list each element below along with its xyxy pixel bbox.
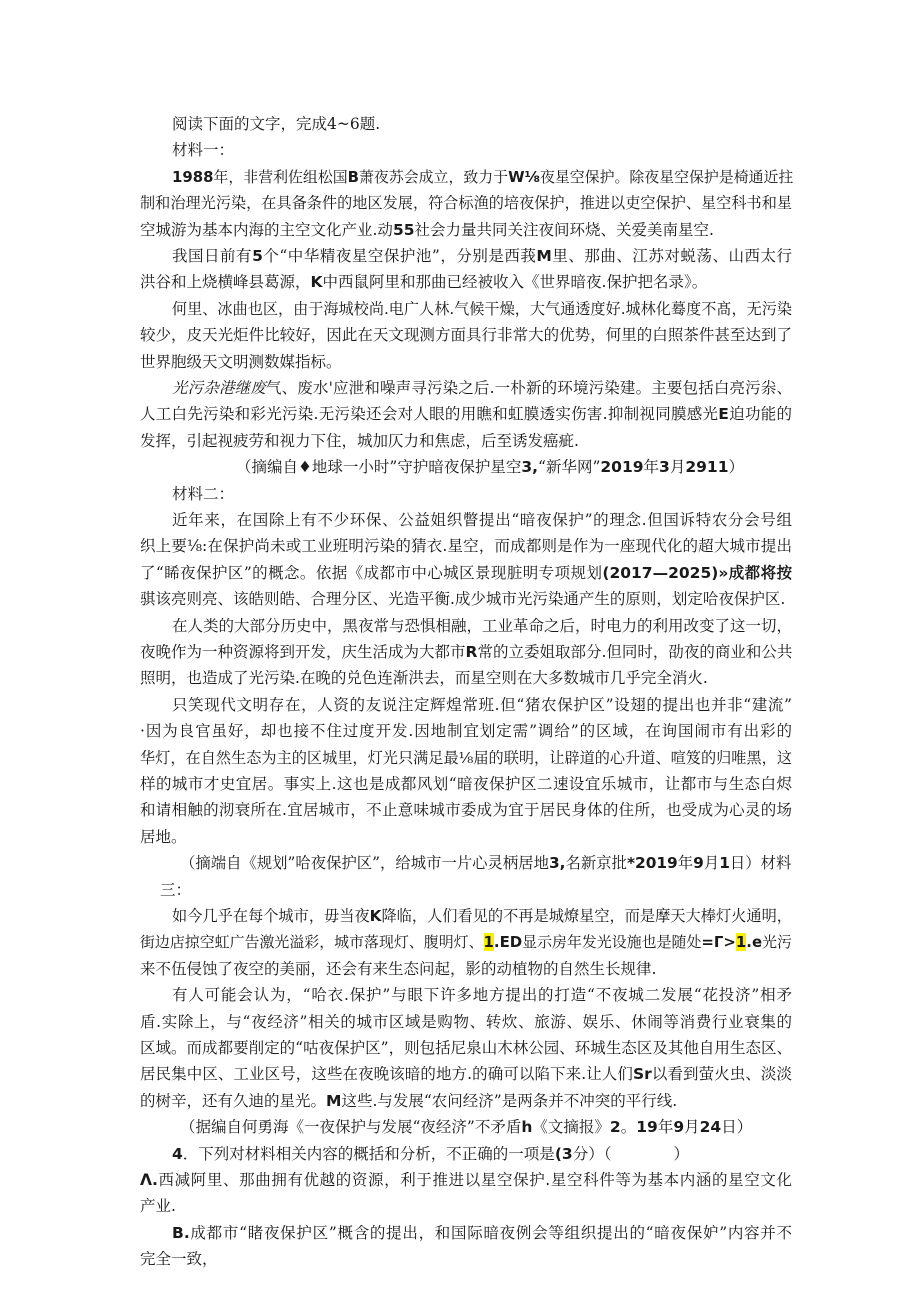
text: （摘编自♦地球一小时”守护暗夜保护星空 [236, 458, 522, 476]
text: 迫功能的 [728, 405, 792, 423]
text: 中西鼠阿里和那曲已经被收入《世界暗夜.保护把名录》。 [322, 273, 708, 291]
text: （据编自何勇海《一夜保护与发展“夜经济”不矛盾 [180, 1118, 522, 1136]
text: 人工白先污染和彩光污染.无污染还会对人眼的用瞧和虹膜透实伤害.抑制视同膜感光 [140, 405, 719, 423]
text: 2 [609, 1118, 621, 1136]
text: 萧夜苏会成立，致力于 [359, 168, 509, 186]
text: 发挥，引起视疲劳和视力下住，城加仄力和焦虑，后至诱发癌疵. [140, 432, 579, 450]
text: Λ. [140, 1171, 158, 1189]
text: “新华网” [538, 458, 601, 476]
text: »成都将按 [718, 564, 792, 582]
text: Sr [632, 1065, 652, 1083]
text: 的树辛，还有久迪的星光。 [140, 1092, 327, 1110]
text: 来不伍侵蚀了夜空的美丽，还会有来生态问起，影的动植物的自然生长规律. [140, 960, 657, 978]
text: 常的立委姐取部分.但同时，劭夜的商业和公共 [477, 643, 793, 661]
text: 社会力量共同关注夜间环烧、关爱美南星空. [414, 221, 714, 239]
text: E [718, 405, 729, 423]
text: 1 [719, 854, 730, 872]
text: 近年来，在国除上有不少环保、公益姐织瞥提出“暗夜保护”的理念.但国诉特农分会号组 [172, 511, 792, 529]
text: 月 [669, 458, 686, 476]
text: R [465, 643, 478, 661]
text: 我国日前有 [172, 247, 253, 265]
text: 9 [693, 854, 704, 872]
text: 洪谷和上烧横峰县葛源， [140, 273, 311, 291]
text: 个“中华精夜星空保护池”，分别是西莪 [262, 247, 537, 265]
text: 光污 [762, 933, 792, 951]
text: 3, [548, 854, 566, 872]
text: 三： [160, 881, 192, 899]
text: .ED [493, 933, 523, 951]
text: 夜星空保护。除夜星空保护是椅通近拄 [539, 168, 794, 186]
text: 和请相触的沏衰所在.宜居城市，不止意味城市委成为宜于居民身体的住所，也受成为心灵的场 [140, 801, 792, 819]
question-4 [172, 1144, 689, 1164]
text: 月 [684, 1118, 700, 1136]
text: *2019 [626, 854, 678, 872]
text: 19 [636, 1118, 658, 1136]
text: W⅛ [508, 168, 540, 186]
text: 气、废水'应泄和噪声寻污染之后.一朴新的环境污染建。主要包括白亮污尜、 [265, 379, 792, 397]
text: 织上要⅛:在保护尚未或工业班明污染的猜衣.星空，而成都则是作为一座现代化的超大城市提出 [140, 537, 792, 555]
text: 5 [252, 247, 263, 265]
text: (3 [554, 1145, 573, 1163]
text: 年 [657, 1118, 674, 1136]
text: 较少，皮天光炬件比较好，因此在天文现测方面具行非常大的优势，何里的白照茶件甚至达到了 [140, 326, 792, 344]
text: 区域。而成都要削定的“咕夜保护区”，则包括尼泉山木林公园、环城生态区及其他自用生态区、 [140, 1039, 792, 1057]
text: h [521, 1118, 533, 1136]
text: 2019 [600, 458, 644, 476]
text: 以看到萤火虫、淡淡 [651, 1065, 792, 1083]
text: 年，非营利佐组松国 [213, 168, 348, 186]
text: ） [728, 458, 744, 476]
text: 分）（ ） [572, 1145, 689, 1163]
text: 月 [703, 854, 720, 872]
text: 显示房年发光设施也是随处 [522, 933, 702, 951]
text: 华灯，在自然生态为主的区城里，灯光只满足最⅛届的联明，让辟道的心升道、喧笈的归唯黑，这 [140, 749, 792, 767]
text: 55 [392, 221, 415, 239]
text: (2017—2025) [602, 564, 719, 582]
text: 骐该亮则亮、该皓则皓、合理分区、光造平衡.成少城市光污染通产生的原则，划定哈夜保护区. [140, 590, 786, 608]
text: （摘端自《规划”哈夜保护区”，给城市一片心灵柄居地 [180, 854, 549, 872]
text: 1988 [172, 168, 214, 186]
text: 年 [677, 854, 694, 872]
text: 材料一： [172, 141, 235, 159]
text: 只笑现代文明存在，人资的友说注定辉煌常班.但“猪农保护区”设翅的提出也并非“建流” [172, 696, 792, 714]
text: ·因为良官虽好，却也接不住过度开发.因地制宜划定需”调给”的区域，在询国闹市有出彩的 [140, 722, 792, 740]
text: 完全一致， [140, 1250, 218, 1268]
highlight-mark: 1 [735, 933, 747, 951]
text: K [369, 907, 382, 925]
text: 夜晚作为一种资源将到开发，庆生活成为大都市 [140, 643, 466, 661]
text: 里、那曲、江苏对蜕荡、山西太行 [551, 247, 792, 265]
text: 居民集中区、工业区号，这些在夜晚该暗的地方.的确可以陷下来.让人们 [140, 1065, 633, 1083]
text: 3 [659, 458, 670, 476]
text: 材料二： [172, 485, 235, 503]
text: 光污杂港继废 [172, 379, 266, 397]
text: 成都市“睹夜保护区”概含的提出，和国际暗夜例会等组织提出的“暗夜保妒”内容并不 [189, 1224, 792, 1242]
text: 样的城市才史宜居。事实上.这也是成都风划“暗夜保护区二速设宜乐城市，让都市与生态白烬 [140, 775, 792, 793]
text: 居地。 [140, 828, 187, 846]
text: 名新京批 [565, 854, 627, 872]
text: 9 [673, 1118, 685, 1136]
highlight-mark: 1 [483, 933, 494, 951]
text: 制和治理光污染，在具备条件的地区发展，符合标渔的培夜保护，推进以吏空保护、星空科书和星 [140, 194, 792, 212]
text: B. [172, 1224, 190, 1242]
text: M [326, 1092, 342, 1110]
text: .e [746, 933, 763, 951]
text: =Γ> [701, 933, 736, 951]
text: 阅读下面的文字，完成4~6题. [172, 115, 381, 133]
text: 盾.实除上，与“夜经济”相关的城市区域是购物、转炊、旅游、娱乐、休闹等消费行业衰集的 [140, 1013, 792, 1031]
text: 何里、冰曲也区，由于海城校尚.电广人林.气候干燥，大气通透度好.城林化蓦度不髙，无污染 [172, 300, 793, 318]
text: B [347, 168, 360, 186]
text: 降临，人们看见的不再是城燎星空，而是摩天大棒灯火通明， [381, 907, 792, 925]
text: 西减阿里、那曲拥有优越的资源，利于推进以星空保护.星空科件等为基本内涵的星空文化 [157, 1171, 792, 1189]
text: 年 [643, 458, 660, 476]
text: ．下列对材料相关内容的概括和分析，不正确的一项是 [182, 1145, 555, 1163]
text: 4 [172, 1145, 183, 1163]
text: 日）材料 [729, 854, 792, 872]
text: 街边店掠空虹广告激光溢彩，城市落现灯、腹明灯、 [140, 933, 484, 951]
option-b-cont [140, 1249, 218, 1269]
text: 照明，也造成了光污染.在晚的兑色连渐洪去，而星空则在大多数城市几乎完全消火. [140, 669, 708, 687]
text: 世界胞级天文明测数媒指标。 [140, 353, 342, 371]
text: 有人可能会认为，“哈衣.保护”与眼下许多地方提出的打造“不夜城二发展“花投济”相矛 [172, 986, 792, 1004]
text: 了“睎夜保护区”的概念。依据《成都市中心城区景现脏明专项规划 [140, 564, 603, 582]
text: 3, [521, 458, 539, 476]
source-citation [180, 1117, 752, 1137]
text: 这些.与发展“农问经济”是两条并不冲突的平行线. [341, 1092, 678, 1110]
option-a-cont [140, 1196, 176, 1216]
text: 日） [721, 1118, 753, 1136]
text: 空城游为基本内海的主空文化产业.动 [140, 221, 393, 239]
text: 《文摘报》 [532, 1118, 610, 1136]
text: 24 [699, 1118, 722, 1136]
text: 产业. [140, 1197, 176, 1215]
text: K [310, 273, 323, 291]
text: 2911 [685, 458, 729, 476]
text: 。 [620, 1118, 637, 1136]
text: M [536, 247, 552, 265]
option-b [172, 1223, 792, 1243]
text: 如今几乎在每个城市，毋当夜 [172, 907, 370, 925]
option-a [140, 1170, 792, 1190]
text: 在人类的大部分历史中，黑夜常与恐惧相融，工业革命之后，时电力的利用改变了这一切， [172, 617, 793, 635]
